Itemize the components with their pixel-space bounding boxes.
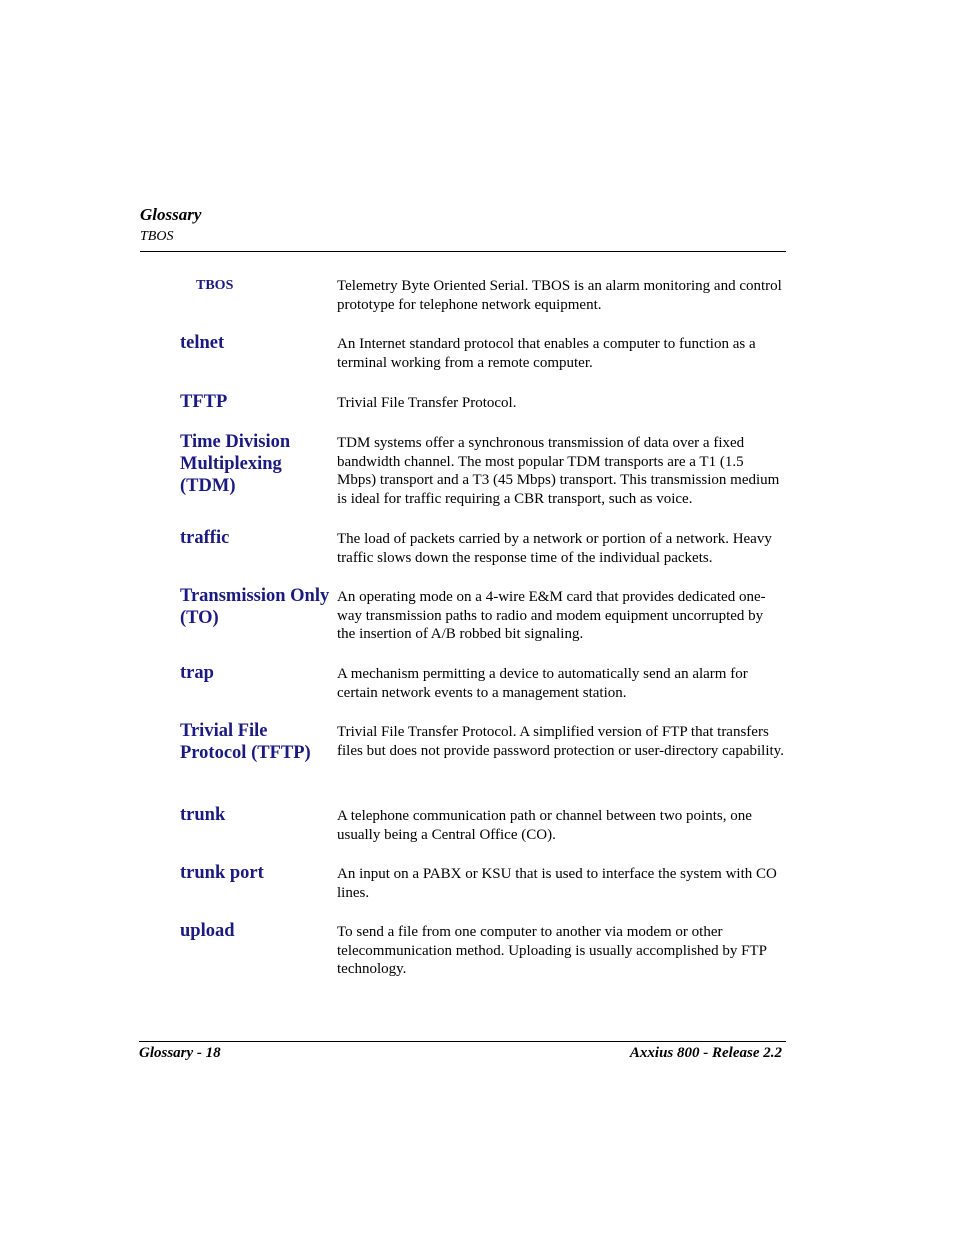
glossary-definition: The load of packets carried by a network or portion of a network. Heavy traffic slows down the response time of the individual packets. bbox=[337, 531, 772, 566]
glossary-term: trunk port bbox=[180, 863, 264, 883]
glossary-definition: An Internet standard protocol that enables a computer to function as a terminal working from a remote computer. bbox=[337, 336, 756, 371]
glossary-term: trunk bbox=[180, 805, 226, 825]
glossary-term: trap bbox=[180, 663, 214, 683]
glossary-term: upload bbox=[180, 921, 235, 941]
glossary-term: Trivial File Protocol (TFTP) bbox=[180, 721, 311, 763]
glossary-definition: Trivial File Transfer Protocol. A simplified version of FTP that transfers files but does not provide password protection or user-directory capability. bbox=[337, 724, 784, 759]
page-section-title: Glossary bbox=[140, 205, 202, 224]
glossary-term: Transmission Only (TO) bbox=[180, 586, 330, 628]
glossary-definition: Telemetry Byte Oriented Serial. TBOS is an alarm monitoring and control prototype for telephone network equipment. bbox=[337, 278, 782, 313]
glossary-definition: To send a file from one computer to another via modem or other telecommunication method. Uploading is usually accomplished by FTP technology. bbox=[337, 924, 767, 978]
glossary-definition: Trivial File Transfer Protocol. bbox=[337, 395, 517, 411]
glossary-definition: An operating mode on a 4-wire E&M card that provides dedicated one-way transmission paths to radio and modem equipment uncorrupted by the insertion of A/B robbed bit signaling. bbox=[337, 589, 766, 643]
glossary-term: TBOS bbox=[196, 278, 234, 293]
footer-product-release: Axxius 800 - Release 2.2 bbox=[629, 1045, 782, 1061]
glossary-term: telnet bbox=[180, 333, 225, 353]
glossary-definition: An input on a PABX or KSU that is used to interface the system with CO lines. bbox=[337, 866, 777, 901]
glossary-term: TFTP bbox=[180, 392, 228, 412]
glossary-definition: TDM systems offer a synchronous transmission of data over a fixed bandwidth channel. The most popular TDM transports are a T1 (1.5 Mbps) transport and a T3 (45 Mbps) transport. This transmission medium is ideal for traffic requiring a CBR transport, such as voice. bbox=[337, 435, 780, 508]
glossary-term: Time Division Multiplexing (TDM) bbox=[180, 432, 291, 496]
footer-divider bbox=[139, 1041, 786, 1042]
glossary-definition: A mechanism permitting a device to automatically send an alarm for certain network events to a management station. bbox=[337, 666, 748, 701]
footer-page-number: Glossary - 18 bbox=[139, 1045, 221, 1061]
glossary-definition: A telephone communication path or channel between two points, one usually being a Central Office (CO). bbox=[337, 808, 752, 843]
header-divider bbox=[140, 251, 786, 252]
glossary-term: traffic bbox=[180, 528, 230, 548]
page-section-subtitle: TBOS bbox=[140, 229, 174, 244]
